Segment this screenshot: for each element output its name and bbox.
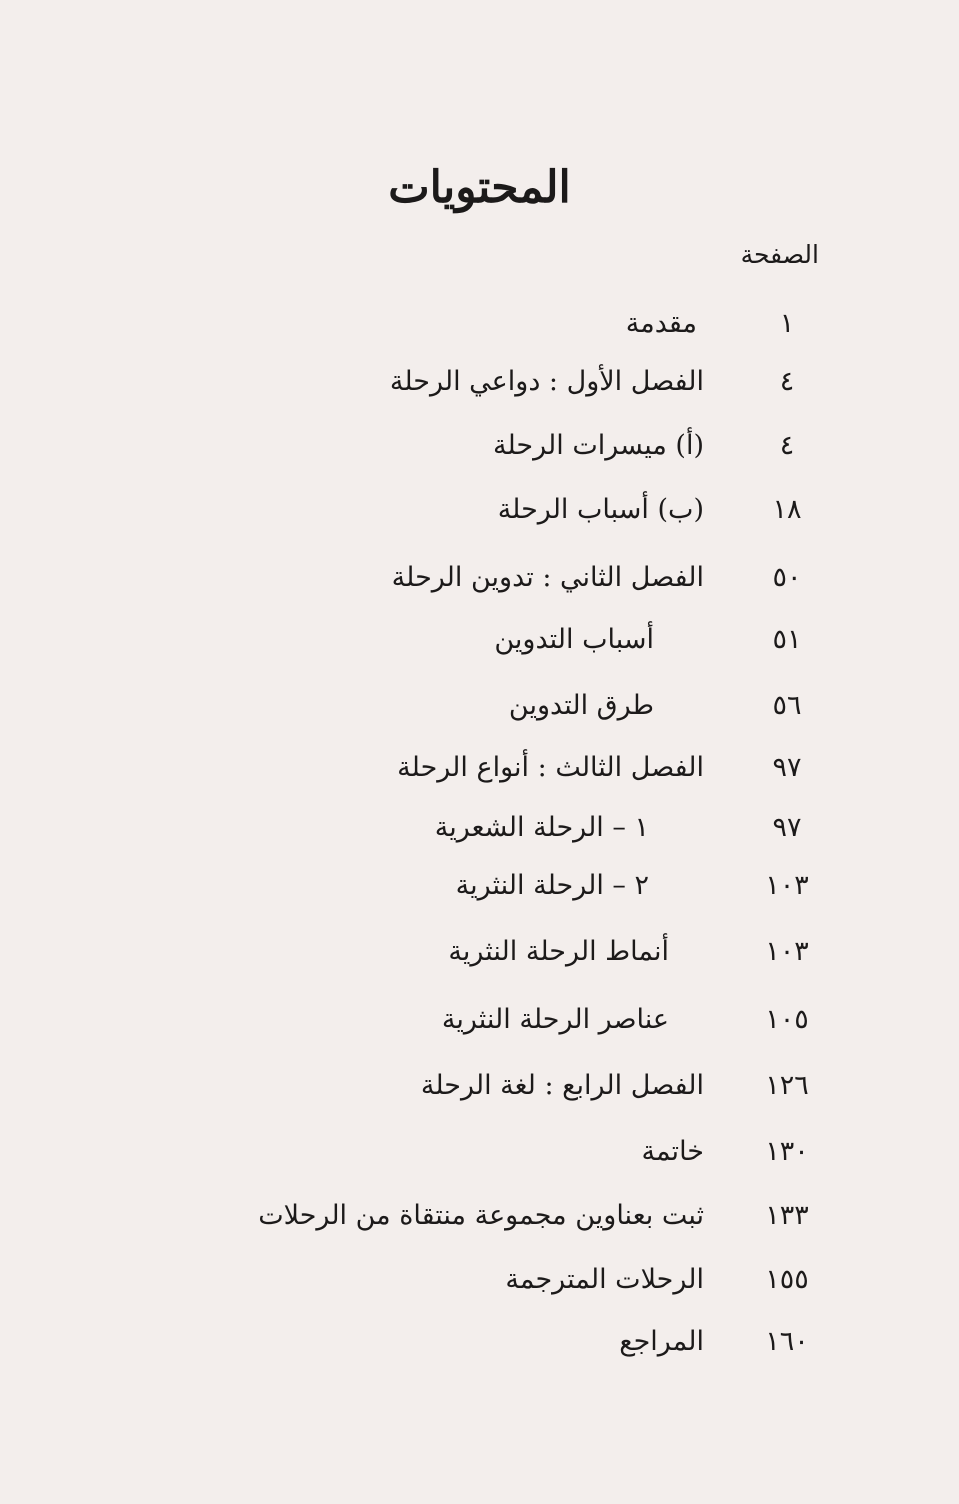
toc-entry-title: (ب) أسباب الرحلة — [497, 494, 704, 525]
toc-page-number: ١٣٠ — [765, 1136, 809, 1167]
toc-entry — [0, 752, 959, 802]
page-title: المحتويات — [388, 162, 571, 213]
toc-page-number: ١٠٥ — [765, 1004, 809, 1035]
toc-entry-title: الفصل الثالث : أنواع الرحلة — [397, 752, 704, 783]
toc-entry-title: عناصر الرحلة النثرية — [441, 1004, 669, 1035]
toc-entry-title: ثبت بعناوين مجموعة منتقاة من الرحلات — [258, 1200, 704, 1231]
toc-entry-title: أسباب التدوين — [494, 624, 654, 655]
toc-entry — [0, 430, 959, 480]
toc-entry — [0, 624, 959, 674]
toc-entry — [0, 1136, 959, 1186]
page-column-label: الصفحة — [740, 240, 819, 269]
toc-page-number: ١٦٠ — [765, 1326, 809, 1357]
toc-page-number: ٥٦ — [772, 690, 802, 721]
toc-entry — [0, 936, 959, 986]
toc-page-number: ٤ — [779, 366, 795, 397]
toc-entry-title: أنماط الرحلة النثرية — [448, 936, 669, 967]
toc-page-number: ٥١ — [772, 624, 802, 655]
toc-page-number: ١٠٣ — [765, 870, 809, 901]
toc-entry-title: ١ – الرحلة الشعرية — [434, 812, 649, 843]
toc-entry-title: طرق التدوين — [508, 690, 654, 721]
toc-entry — [0, 1326, 959, 1376]
toc-entry — [0, 1200, 959, 1250]
toc-entry — [0, 494, 959, 544]
toc-page-number: ١ — [779, 308, 795, 339]
toc-entry — [0, 308, 959, 358]
toc-page-number: ١٥٥ — [765, 1264, 809, 1295]
toc-entry-title: الفصل الثاني : تدوين الرحلة — [391, 562, 704, 593]
toc-entry — [0, 1070, 959, 1120]
toc-entry-title: الفصل الأول : دواعي الرحلة — [389, 366, 704, 397]
toc-entry-title: المراجع — [619, 1326, 704, 1357]
toc-entry-title: مقدمة — [625, 308, 697, 339]
toc-page-number: ١٠٣ — [765, 936, 809, 967]
toc-entry-title: (أ) ميسرات الرحلة — [493, 430, 704, 461]
toc-entry — [0, 366, 959, 416]
toc-entry-title: خاتمة — [641, 1136, 704, 1167]
toc-entry — [0, 1264, 959, 1314]
toc-page-number: ٩٧ — [772, 752, 802, 783]
toc-entry — [0, 812, 959, 862]
toc-page-number: ١٢٦ — [765, 1070, 809, 1101]
toc-page-number: ١٣٣ — [765, 1200, 809, 1231]
toc-entry-title: ٢ – الرحلة النثرية — [455, 870, 649, 901]
toc-entry — [0, 562, 959, 612]
toc-entry-title: الفصل الرابع : لغة الرحلة — [420, 1070, 704, 1101]
toc-page-number: ٩٧ — [772, 812, 802, 843]
toc-entry-title: الرحلات المترجمة — [505, 1264, 704, 1295]
toc-entry — [0, 1004, 959, 1054]
toc-page-number: ٤ — [779, 430, 795, 461]
toc-page-number: ٥٠ — [772, 562, 802, 593]
toc-page-number: ١٨ — [772, 494, 802, 525]
toc-entry — [0, 690, 959, 740]
toc-entry — [0, 870, 959, 920]
